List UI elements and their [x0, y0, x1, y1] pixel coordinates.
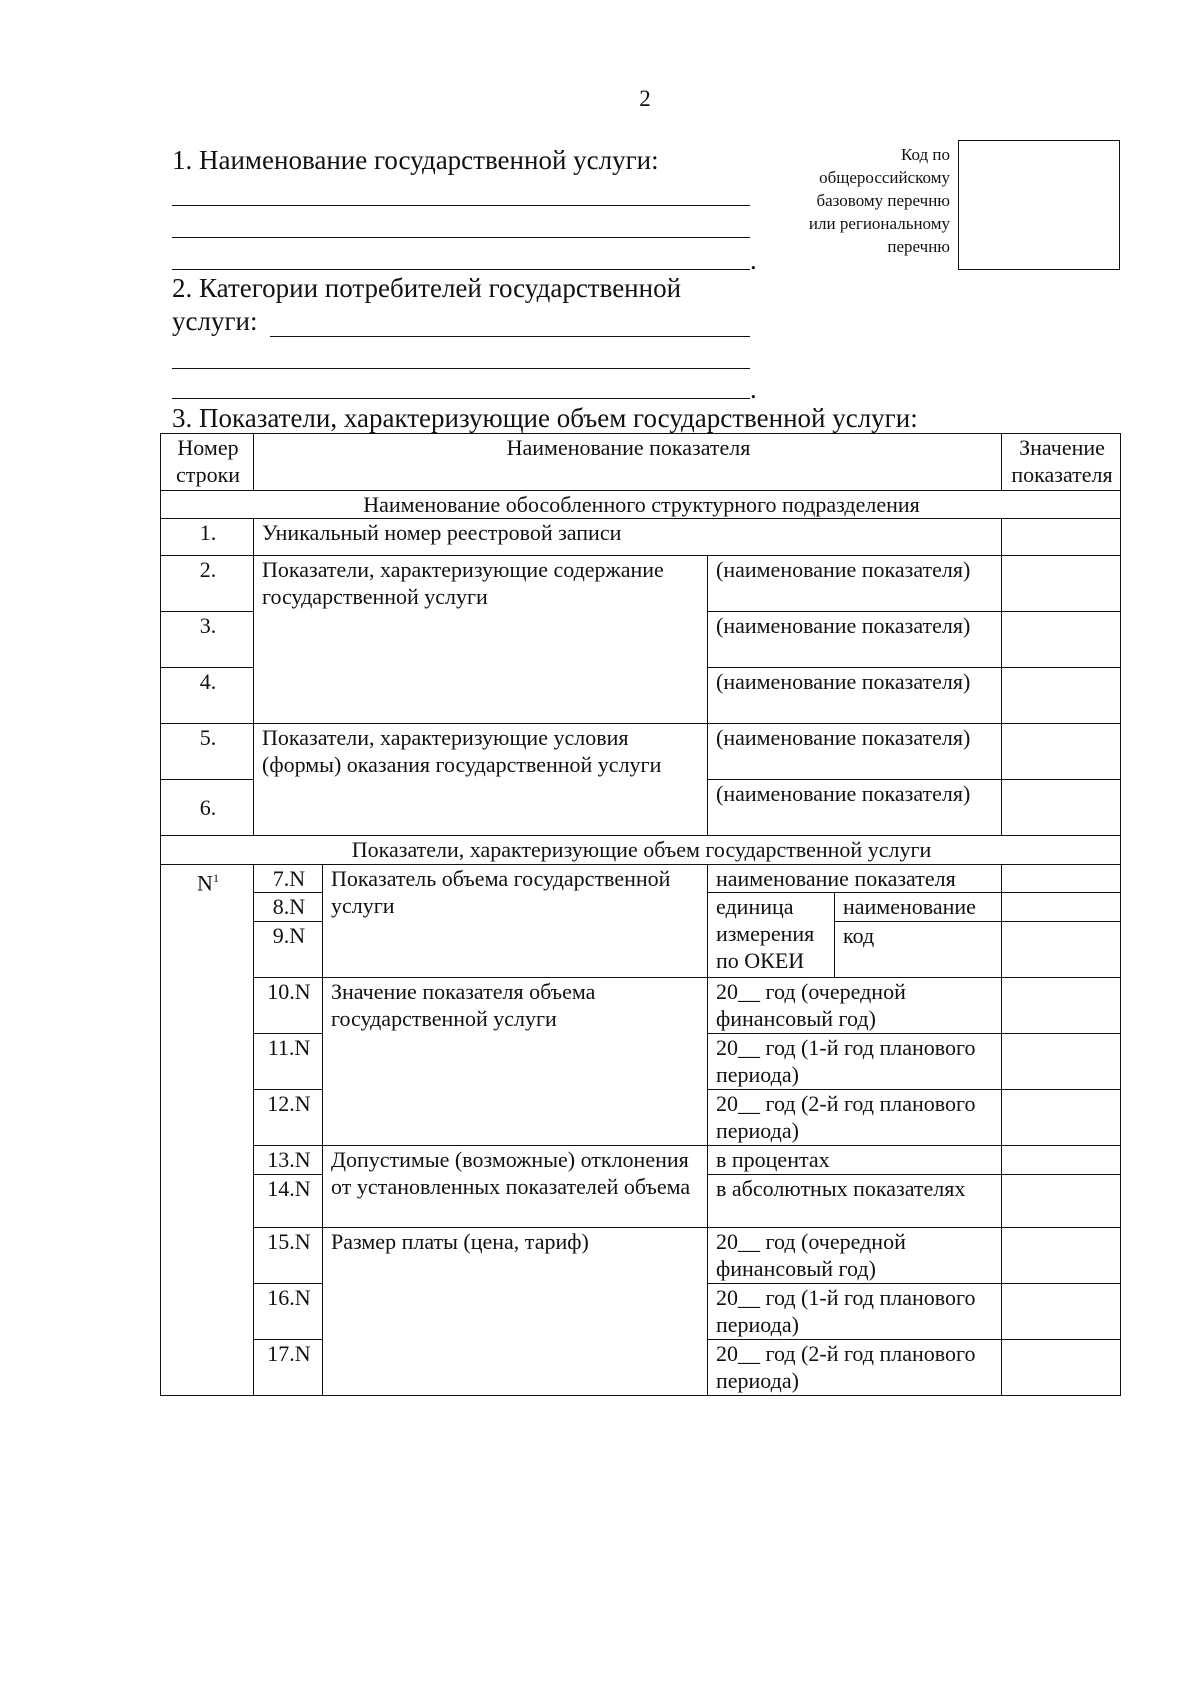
year-label: 20__ год (очередной финансовый год) — [708, 978, 1002, 1034]
value-cell[interactable] — [1002, 780, 1121, 836]
indicator-name-placeholder: (наименование показателя) — [708, 724, 1002, 780]
row-number: 11.N — [254, 1034, 323, 1090]
row-number: 4. — [161, 668, 254, 724]
section3-title: 3. Показатели, характеризующие объем государственной услуги: — [172, 403, 918, 433]
row-number: 2. — [161, 556, 254, 612]
conditions-group-label: Показатели, характеризующие условия (формы) оказания государственной услуги — [254, 724, 708, 836]
code-label — [760, 143, 950, 258]
n-mark-footnote: 1 — [212, 871, 219, 885]
volume-indicator-name: наименование показателя — [708, 865, 1002, 893]
year-label: 20__ год (1-й год планового периода) — [708, 1034, 1002, 1090]
service-name-line-1[interactable] — [172, 205, 750, 206]
value-cell[interactable] — [1002, 978, 1121, 1034]
value-cell[interactable] — [1002, 519, 1121, 556]
volume-indicators-table — [160, 433, 1121, 1396]
service-name-line-3[interactable] — [172, 269, 750, 270]
consumer-categories-line-2[interactable] — [172, 368, 750, 369]
consumer-categories-line-1[interactable] — [270, 336, 750, 337]
row-number: 6. — [161, 780, 254, 836]
row-number: 7.N — [254, 865, 323, 893]
unit-name-label: наименование — [835, 893, 1002, 922]
value-cell[interactable] — [1002, 724, 1121, 780]
year-label: 20__ год (очередной финансовый год) — [708, 1228, 1002, 1284]
unit-code-label: код — [835, 922, 1002, 978]
volume-indicator-label: Показатель объема государственной услуги — [323, 865, 708, 978]
row-number: 8.N — [254, 893, 323, 922]
row-number: 3. — [161, 612, 254, 668]
volume-section-title: Показатели, характеризующие объем государственной услуги — [161, 836, 1121, 865]
row-number: 13.N — [254, 1146, 323, 1175]
code-label-line: базовому перечню — [816, 191, 950, 210]
row-number: 17.N — [254, 1340, 323, 1396]
header-indicator-value: Значение показателя — [1002, 434, 1121, 491]
deviation-absolute-label: в абсолютных показателях — [708, 1175, 1002, 1228]
code-label-line: общероссийскому — [819, 168, 950, 187]
section2-title: 2. Категории потребителей государственной — [172, 273, 682, 303]
value-cell[interactable] — [1002, 1175, 1121, 1228]
row-number: 16.N — [254, 1284, 323, 1340]
row-number: 12.N — [254, 1090, 323, 1146]
n-mark — [161, 865, 254, 1396]
row-number: 1. — [161, 519, 254, 556]
consumer-categories-line-3[interactable] — [172, 398, 750, 399]
service-name-line-2[interactable] — [172, 237, 750, 238]
n-mark-letter: N — [197, 870, 213, 896]
deviation-percent-label: в процентах — [708, 1146, 1002, 1175]
value-cell[interactable] — [1002, 865, 1121, 893]
header-row-number: Номер строки — [161, 434, 254, 491]
code-label-line: перечню — [887, 237, 950, 256]
row-number: 10.N — [254, 978, 323, 1034]
code-label-line: или региональному — [808, 214, 950, 233]
value-cell[interactable] — [1002, 1340, 1121, 1396]
indicator-name-placeholder: (наименование показателя) — [708, 612, 1002, 668]
deviations-label: Допустимые (возможные) отклонения от установленных показателей объема — [323, 1146, 708, 1228]
code-label-line: Код по — [901, 145, 950, 164]
registry-record-label: Уникальный номер реестровой записи — [254, 519, 1002, 556]
row-number: 9.N — [254, 922, 323, 978]
value-cell[interactable] — [1002, 1228, 1121, 1284]
value-cell[interactable] — [1002, 922, 1121, 978]
value-cell[interactable] — [1002, 668, 1121, 724]
year-label: 20__ год (2-й год планового периода) — [708, 1340, 1002, 1396]
code-box[interactable] — [958, 140, 1120, 270]
section2-end-mark: . — [750, 374, 757, 404]
row-number: 15.N — [254, 1228, 323, 1284]
row-number: 5. — [161, 724, 254, 780]
value-cell[interactable] — [1002, 1034, 1121, 1090]
row-number: 14.N — [254, 1175, 323, 1228]
content-group-label: Показатели, характеризующие содержание государственной услуги — [254, 556, 708, 724]
indicator-name-placeholder: (наименование показателя) — [708, 668, 1002, 724]
fee-label: Размер платы (цена, тариф) — [323, 1228, 708, 1396]
unit-of-measure-label: единица измерения по ОКЕИ — [708, 893, 835, 978]
year-label: 20__ год (2-й год планового периода) — [708, 1090, 1002, 1146]
volume-value-label: Значение показателя объема государственной услуги — [323, 978, 708, 1146]
value-cell[interactable] — [1002, 556, 1121, 612]
header-indicator-name: Наименование показателя — [254, 434, 1002, 491]
section1-end-mark: . — [750, 245, 757, 275]
page-number: 2 — [639, 86, 651, 111]
section2-title-line2: услуги: — [172, 306, 258, 336]
indicator-name-placeholder: (наименование показателя) — [708, 780, 1002, 836]
section1-title: 1. Наименование государственной услуги: — [172, 145, 659, 175]
value-cell[interactable] — [1002, 612, 1121, 668]
indicator-name-placeholder: (наименование показателя) — [708, 556, 1002, 612]
year-label: 20__ год (1-й год планового периода) — [708, 1284, 1002, 1340]
subdivision-row: Наименование обособленного структурного подразделения — [161, 491, 1121, 519]
value-cell[interactable] — [1002, 893, 1121, 922]
value-cell[interactable] — [1002, 1146, 1121, 1175]
value-cell[interactable] — [1002, 1090, 1121, 1146]
value-cell[interactable] — [1002, 1284, 1121, 1340]
